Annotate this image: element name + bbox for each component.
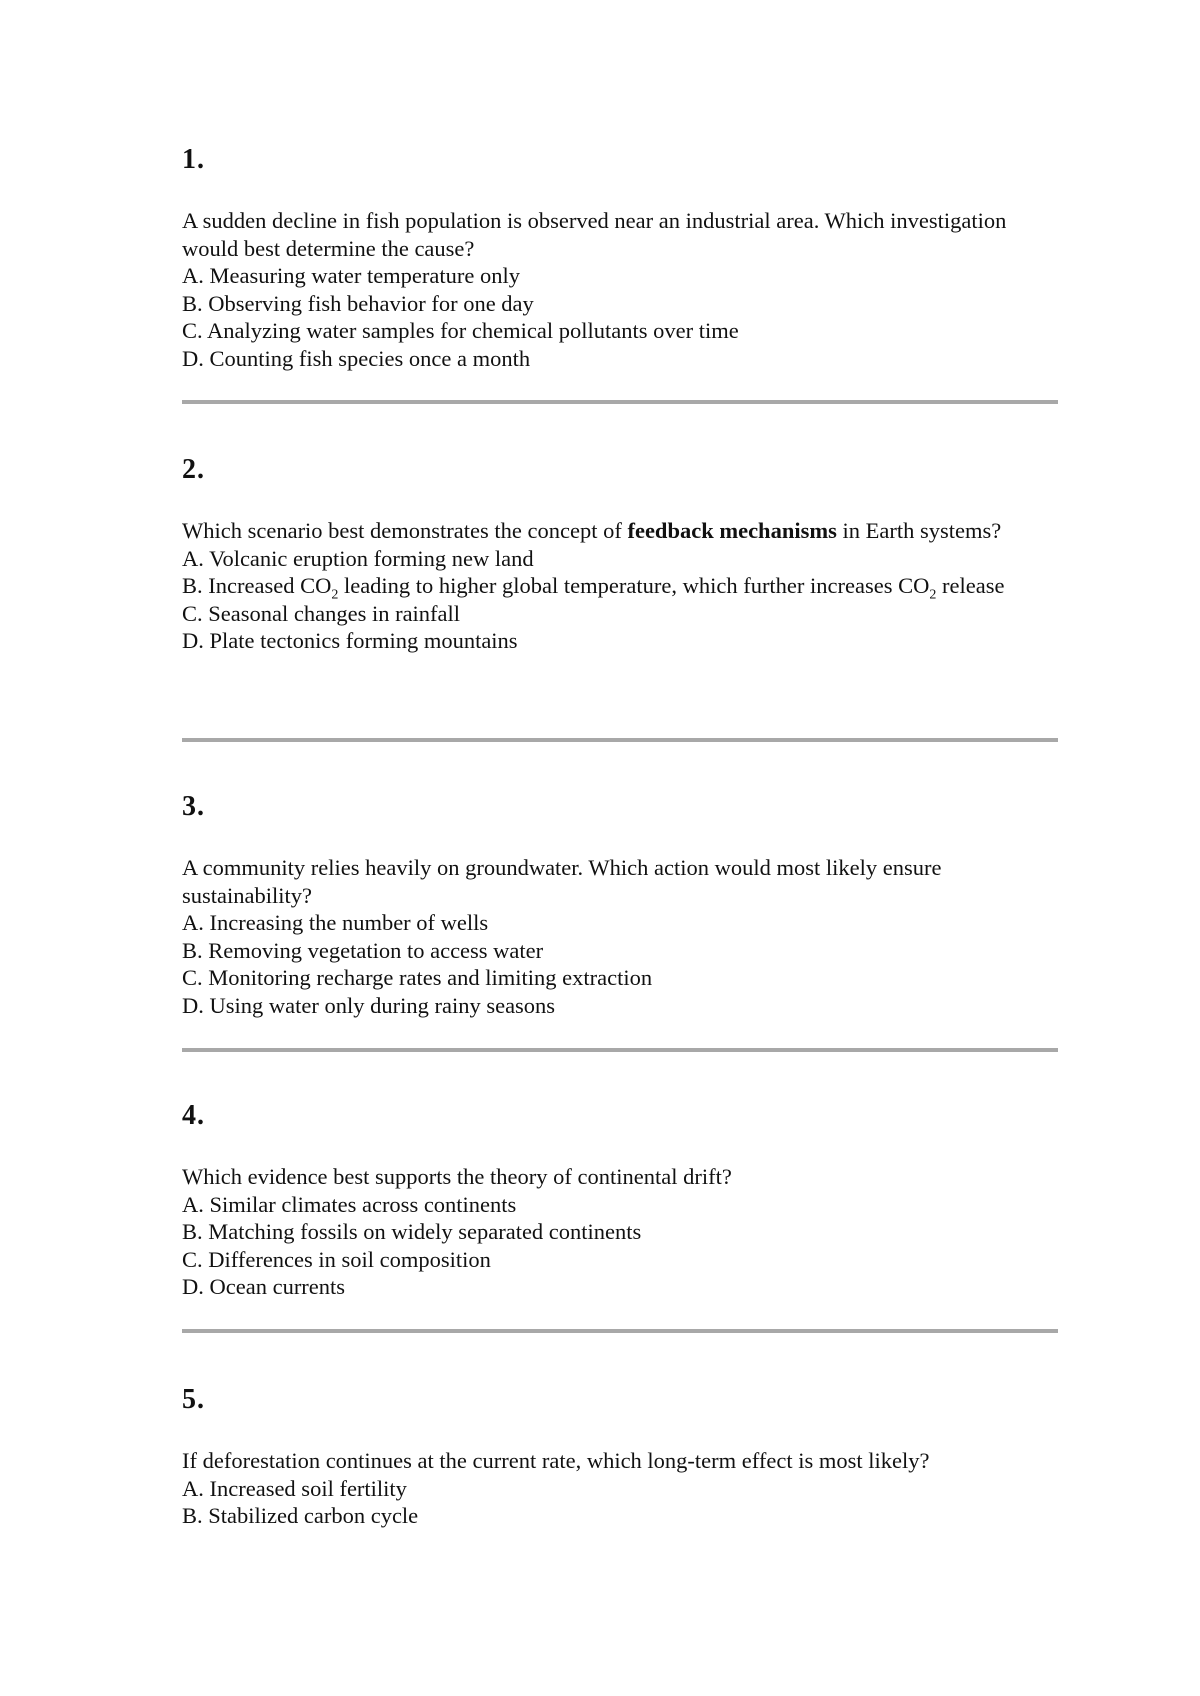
option-a: A. Similar climates across continents xyxy=(182,1191,517,1217)
question-stem: Which evidence best supports the theory of continental drift? xyxy=(182,1164,732,1189)
option-text: release xyxy=(936,573,1005,598)
question-stem: A sudden decline in fish population is observed near an industrial area. Which investigation would best determine the cause? xyxy=(182,208,1007,261)
option-b: B. Stabilized carbon cycle xyxy=(182,1503,419,1528)
question-number: 5. xyxy=(182,1384,205,1415)
question-number: 3. xyxy=(182,791,205,822)
question-number: 4. xyxy=(182,1100,205,1131)
question-stem: A community relies heavily on groundwater. Which action would most likely ensure sustainability? xyxy=(182,855,942,908)
question-body xyxy=(182,207,1058,372)
option-a: A. Volcanic eruption forming new land xyxy=(182,545,534,571)
question-stem: If deforestation continues at the current rate, which long-term effect is most likely? xyxy=(182,1448,930,1473)
option-a: A. Measuring water temperature only xyxy=(182,263,521,288)
option-c: C. Differences in soil composition xyxy=(182,1246,491,1272)
option-b: B. Removing vegetation to access water xyxy=(182,937,544,963)
option-c: C. Analyzing water samples for chemical pollutants over time xyxy=(182,318,739,343)
question-stem xyxy=(182,517,1058,545)
option-d: D. Plate tectonics forming mountains xyxy=(182,628,518,653)
question-3 xyxy=(182,791,1058,1019)
question-number: 2. xyxy=(182,454,205,485)
option-b: B. Observing fish behavior for one day xyxy=(182,290,534,316)
option-d: D. Ocean currents xyxy=(182,1274,346,1299)
stem-text: Which scenario best demonstrates the concept of xyxy=(182,518,628,543)
question-body xyxy=(182,517,1058,655)
option-c: C. Monitoring recharge rates and limiting extraction xyxy=(182,965,653,990)
option-text: leading to higher global temperature, which further increases CO xyxy=(338,573,930,598)
stem-bold-term: feedback mechanisms xyxy=(627,518,837,543)
question-body xyxy=(182,854,1058,1019)
option-text: B. Increased CO xyxy=(182,573,332,598)
question-2 xyxy=(182,454,1058,655)
option-a: A. Increased soil fertility xyxy=(182,1475,407,1501)
question-divider xyxy=(182,1048,1058,1052)
question-divider xyxy=(182,1329,1058,1333)
option-d: D. Using water only during rainy seasons xyxy=(182,992,556,1018)
option-a: A. Increasing the number of wells xyxy=(182,910,489,935)
question-1 xyxy=(182,144,1058,372)
question-number: 1. xyxy=(182,144,205,175)
question-divider xyxy=(182,738,1058,742)
option-d: D. Counting fish species once a month xyxy=(182,345,531,371)
stem-text: in Earth systems? xyxy=(836,518,1002,543)
question-divider xyxy=(182,400,1058,404)
option-b xyxy=(182,572,1058,603)
option-c: C. Seasonal changes in rainfall xyxy=(182,600,461,626)
question-body xyxy=(182,1163,1058,1301)
question-4 xyxy=(182,1100,1058,1301)
option-b: B. Matching fossils on widely separated continents xyxy=(182,1219,642,1244)
question-5 xyxy=(182,1384,1058,1530)
subscript: 2 xyxy=(331,587,339,603)
subscript: 2 xyxy=(929,587,937,603)
question-body xyxy=(182,1447,1058,1530)
